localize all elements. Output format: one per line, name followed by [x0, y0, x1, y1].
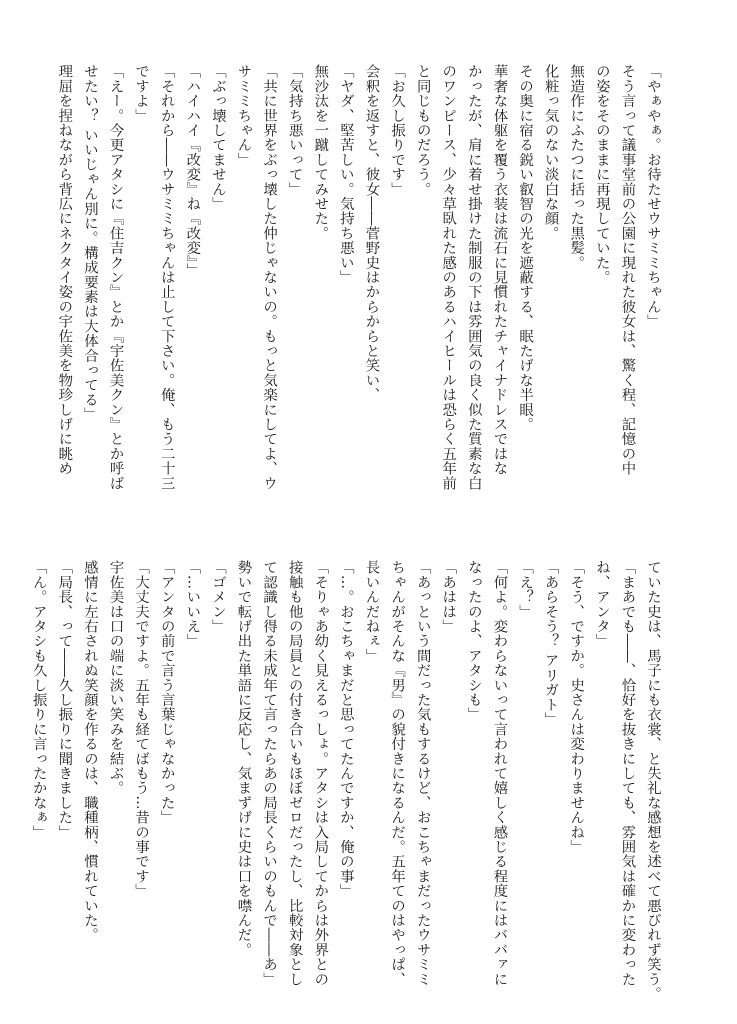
text-line: 「まあでも――、恰好を抜きにしても、雰囲気は確かに変わった: [619, 560, 636, 987]
text-line: 「…いいえ」: [184, 560, 201, 649]
text-line: 長いんだねぇ」: [363, 560, 380, 663]
text-line: ちゃんがそんな『男』の貌付きになるんだ。五年てのはやっぱ、: [389, 560, 406, 987]
text-line: なったのよ、アタシも」: [465, 560, 482, 722]
text-line: 「あっという間だった気もするけど、おこちゃまだったウサミミ: [414, 560, 431, 987]
text-line: 「お久し振りです」: [389, 64, 406, 197]
text-line: その奥に宿る鋭い叡智の光を遮蔽する、眠たげな半眼。: [517, 64, 534, 432]
text-line: 会釈を返すと、彼女――菅野史はからからと笑い、: [363, 64, 380, 403]
text-line: 「共に世界をぶっ壊した仲じゃないの。もっと気楽にしてよ、ウ: [261, 64, 278, 491]
text-line: ていた史は、馬子にも衣裳、と失礼な感想を述べて悪びれず笑う。: [645, 560, 661, 1001]
text-line: 化粧っ気のない淡白な顔。: [542, 64, 559, 241]
text-line: 「何よ。変わらないって言われて嬉しく感じる程度にはババァに: [491, 560, 508, 987]
text-line: と同じものだろう。: [414, 64, 431, 197]
text-line: 「…。おこちゃまだと思ってたんですか、俺の事」: [337, 560, 354, 899]
lower-text-block: [30, 560, 665, 1001]
text-line: 「局長、って――久し振りに聞きました」: [56, 560, 73, 840]
text-line: 「そりゃあ幼く見えるっしょ。アタシは入局してからは外界との: [312, 560, 329, 987]
text-line: かったが、肩に着せ掛けた制服の下は雰囲気の良く似た質素な白: [465, 64, 482, 491]
text-line: 「あらそう？ アリガト」: [542, 560, 559, 727]
text-line: 「気持ち悪いって」: [286, 64, 303, 197]
text-line: ね、アンタ」: [593, 560, 610, 649]
text-line: 無造作にふたつに括った黒髪。: [568, 64, 585, 270]
upper-text-block: [56, 64, 665, 491]
text-line: て認識し得る未成年て言ったらあの局長くらいのもんで――あ」: [261, 560, 278, 987]
text-line: 「アンタの前で言う言葉じゃなかった」: [158, 560, 175, 825]
text-line: 「ゴメン」: [209, 560, 226, 634]
text-line: 「ヤダ、堅苦しい。気持ち悪い」: [337, 64, 354, 285]
text-line: 「え？」: [517, 560, 534, 619]
text-line: 「ハイハイ『改変』ね『改変』」: [184, 64, 201, 278]
text-line: 接触も他の局員との付き合いもほぼゼロだったし、比較対象とし: [286, 560, 303, 987]
text-line: 「大丈夫ですよ。五年も経てばもう…昔の事です」: [133, 560, 150, 899]
text-line: そう言って議事堂前の公園に現れた彼女は、驚く程、記憶の中: [619, 64, 636, 476]
text-line: 無沙汰を一蹴してみせた。: [312, 64, 329, 241]
text-line: せたい？ いいじゃん別に。構成要素は大体合ってる」: [81, 64, 98, 422]
text-line: 華奢な体躯を覆う衣装は流石に見慣れたチャイナドレスではな: [491, 64, 508, 476]
text-line: 「そう、ですか。史さんは変わりませんね」: [568, 560, 585, 854]
text-line: 「ぶっ壊してません」: [209, 64, 226, 211]
text-line: 「やぁやぁ。お待たせウサミミちゃん」: [645, 64, 661, 329]
text-line: のワンピース、少々草臥れた感のあるハイヒールは恐らく五年前: [440, 64, 457, 491]
text-line: ですよ」: [133, 64, 150, 123]
text-line: 「あはは」: [440, 560, 457, 634]
text-line: 「それから――ウサミミちゃんは止して下さい。俺、もう二十三: [158, 64, 175, 491]
text-line: の姿をそのままに再現していた。: [593, 64, 610, 285]
text-line: 理屈を捏ねながら背広にネクタイ姿の宇佐美を物珍しげに眺め: [56, 64, 73, 476]
text-line: 勢いで転げ出た単語に反応し、気まずげに史は口を噤んだ。: [235, 560, 252, 957]
text-line: サミミちゃん」: [235, 64, 252, 167]
text-line: 「えー。今更アタシに『住吉クン』とか『宇佐美クン』とか呼ば: [107, 64, 124, 491]
text-line: 宇佐美は口の端に淡い笑みを結ぶ。: [107, 560, 124, 796]
text-line: 「ん。アタシも久し振りに言ったかなぁ」: [30, 560, 47, 840]
text-line: 感情に左右されぬ笑顔を作るのは、職種柄、慣れていた。: [81, 560, 98, 943]
